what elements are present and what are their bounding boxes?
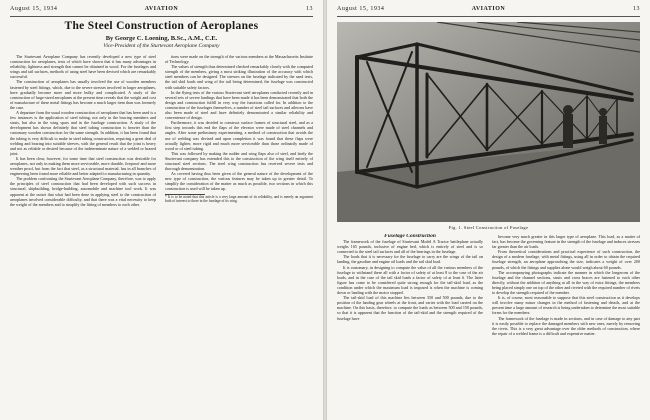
paragraph: A departure from the usual wooden construction of aeroplanes that has been used is a few instances is the application of steel tubing, not only in the bracing members and struts, but also in the wing spars and in the fuselage construction. A study of the development has shown definitely that steel tubing construction is heavier than the customary wooden construction for the same strength. In addition, it has been found that the tubing is very difficult to make in steel tubing construction, requiring a great deal of welding and brazing into suitable sleeves, with the general result that the joint is heavy and not as reliable or desired because of the indeterminate nature of a welded or brazed joint. [10, 110, 156, 156]
right-column-1 [337, 234, 483, 416]
header-journal: AVIATION [144, 6, 179, 12]
fuselage-photo [337, 22, 640, 222]
paragraph: As covered having thus been given of the general nature of the development of the new type of construction, the various features may be taken up in greater detail. To simplify the consideration of the matter as much as possible, two sections in which this construction is used will be taken up. [165, 171, 313, 192]
paragraph: It has been clear, however, for some time that steel construction was desirable for aeroplanes, not only in making them more serviceable, more durable, fireproof and more weather proof, but from the fact that steel, as a structural material, has in all branches of engineering been found more reliable and better adapted to manufacturing in quantity. [10, 155, 156, 177]
header-rule [10, 16, 313, 17]
paragraph: The tail-skid load of this machine lies between 350 and 500 pounds, due to the position of the landing gear wheels at the front, and varies with the load carried on the machine. On this basis, therefore, to compute the loads as between 500 and 150 pounds, so that it is apparent that the function of the tail-skid and the strength required of the fuselage have [337, 295, 483, 321]
article-title: The Steel Construction of Aeroplanes [64, 20, 259, 32]
header-issue: August 15, 1934 [10, 6, 58, 12]
paragraph: The values of strength thus determined checked remarkably closely with the computed strength of the members, giving a most striking illustration of the accuracy with which steel members can be designed. The stresses on the fuselage indicated by the sand tests, the tail skid loads and wing of the tail being determined, the fuselage was constructed with suitable safety factors. [165, 64, 313, 90]
figure-caption: Fig. 1. Steel Construction of Fuselage [448, 225, 529, 230]
paragraph: It is customary, in designing to compute the value of all the various members of the fuselage to withstand these all with a factor of safety of at least 8 to the case of the air loads, and in the case of the tail skid loads a factor of safety of at least 6. The latter figure has come to be considered quite strong enough for the tail-skid load, as the condition under which the maximum load is imposed is when the machine is coming down or landing with the motor stopped. [337, 264, 483, 296]
right-column-2 [492, 234, 640, 416]
paragraph: The accompanying photographs indicate the manner in which the longerons of the fuselage and the channel sections, struts and cross braces are fastened to each other directly, without the addition of anything at all in the way of extra fittings, the members being placed simply one on top of the other and riveted with the required number of rivets to develop the strength required of the member. [492, 269, 640, 296]
paragraph: The Sturtevant Aeroplane Company has recently developed a new type of steel construction for aeroplanes, tests of which have shown that it has many advantages in reliability, lightness and strength that cannot be obtained in wood. For the fuselages and wings and tail surfaces, methods of using steel have been devised which are remarkably successful. [10, 54, 156, 80]
fuselage-photo-drawing [337, 22, 640, 222]
header-issue: August 15, 1934 [337, 6, 385, 12]
paragraph: The framework of the fuselage is made in sections, and in case of damage to any part it is easily possible to replace the damaged members with new ones, merely by removing the rivets. This is a very great advantage over the older methods of construction, where the repair of a welded frame is a difficult and expensive matter. [492, 315, 640, 336]
paragraph: It is, of course, most reasonable to suppose that this steel construction as it develops will involve many minor changes in the method of fastening and details, and at the present time a large amount of research is being undertaken to determine the most suitable forms for the members. [492, 295, 640, 316]
running-head-left [10, 6, 313, 16]
paragraph: Furthermore, it was decided to construct surface frames of structural steel, and as a first step towards this end the flaps of the elevator were made of steel channels and angles. After some preliminary experimenting, a method of construction that avoids the use of welding was devised and upon completion it was found that these flaps were actually lighter, more rigid and much more serviceable than those ordinarily made of wood or of steel tubing. [165, 120, 313, 151]
paragraph: The construction of aeroplanes has usually involved the use of wooden members fastened by steel fittings, which, due to the severe stresses involved in larger aeroplanes, have gradually become more and more bulky and complicated. A study of the construction of large-sized aeroplanes at the present time reveals that the weight and cost of manufacture of these metal fittings has become a much larger item than was formerly the case. [10, 79, 156, 110]
paragraph: The loads that it is necessary for the fuselage to carry are the wings of the tail on landing, the gasoline and engine oil loads and the tail skid load. [337, 254, 483, 265]
left-page [0, 0, 323, 420]
byline: By George C. Loening, B.Sc., A.M., C.E. [105, 35, 218, 42]
left-column-1 [10, 54, 156, 414]
paragraph: tions were made on the strength of the various members at the Massachusetts Institute of Technology. [165, 54, 313, 65]
affiliation: Vice-President of the Sturtevant Aeroplane Company [103, 43, 220, 49]
paragraph: From theoretical considerations and practical experience of such construction, the design of a modern fuselage, with metal fittings, using all in order to obtain the required fuselage strength, an aeroplane approaching the size, indicates a weight of over 200 pounds, of which the fittings and supplies alone would weigh about 60 pounds. [492, 249, 640, 270]
paragraph: become very much greater in this larger type of aeroplane. This load, as a matter of fact, has become the governing feature in the strength of the fuselage and induces stresses far greater than the air loads. [492, 234, 640, 250]
header-rule [337, 16, 640, 17]
header-page-number: 13 [633, 6, 640, 12]
running-head-right [337, 6, 640, 16]
paragraph: The framework of the fuselage of Sturtevant Model A Tractor battleplane actually weighs 165 pounds, inclusive of engine bed, which is entirely of steel and is so connected to the steel tail surfaces and all of the bearings in the fuselage. [337, 239, 483, 255]
left-column-2 [165, 54, 313, 414]
header-page-number: 13 [306, 6, 313, 12]
footnote: * It is to be noted that this article is a very large amount of its reliability, and is merely an argument both of interest to these in the fuselage of its wing. [165, 194, 313, 203]
paragraph: The problem confronting the Sturtevant Aeroplane Company, therefore, was to apply the principles of steel construction that had been developed with such success in structural, shipbuilding, bridge-building, automobile and machine tool work. It was apparent at the outset that what had been done in applying steel to the construction of aeroplanes involved considerable difficulty, and that there was a vital necessity to keep the weight of the members and to simplify the fitting of members to each other. [10, 176, 156, 207]
section-heading: Fuselage Construction [384, 234, 436, 239]
paragraph: In the flying tests of the various Sturtevant steel aeroplanes conducted recently and in several sets of severe landings that have been made it has been demonstrated that both the design and construction fulfill in very way the functions called for. In addition to the construction of the fuselages themselves, a number of steel tail surfaces and ailerons have also been made of steel and have definitely demonstrated a similar reliability and convenience of design. [165, 89, 313, 121]
header-journal: AVIATION [471, 6, 506, 12]
paragraph: This was followed by making the rudder and wing flaps also of steel, and lately the Sturtevant company has extended this to the construction of the wing itself entirely of structural steel sections. The steel wing construction has received severe tests and thorough demonstration. [165, 150, 313, 172]
right-page [327, 0, 650, 420]
